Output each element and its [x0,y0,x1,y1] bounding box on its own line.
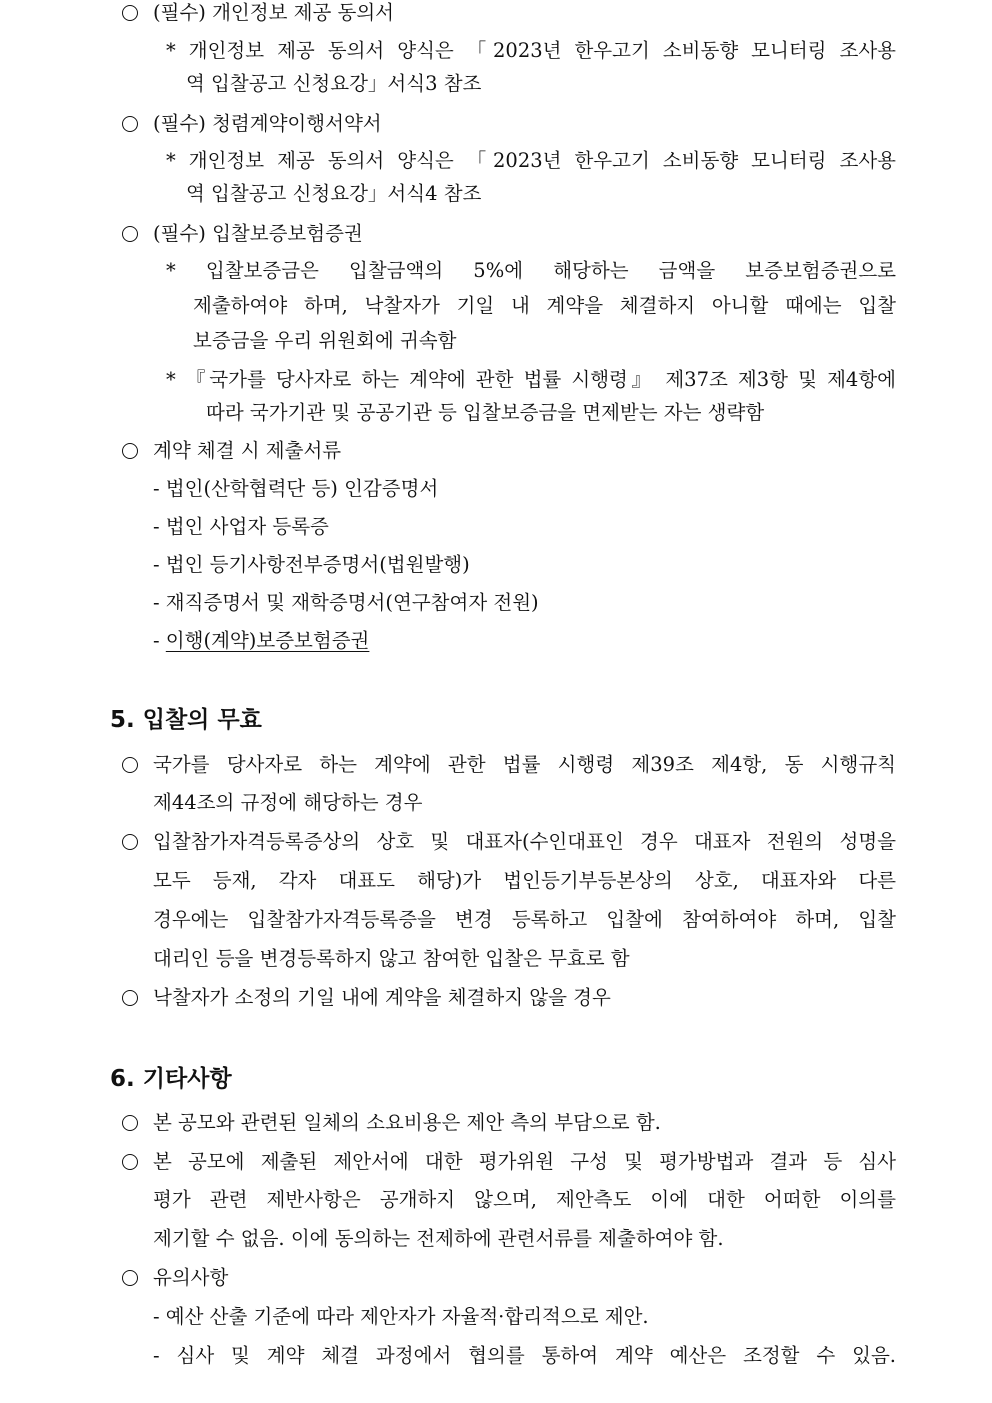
circle-bullet-icon [122,1115,138,1131]
others-item3-heading: 유의사항 [153,1266,229,1289]
note-privacy-form-line1: * 개인정보 제공 동의서 양식은 「2023년 한우고기 소비동향 모니터링 조사용 [166,39,896,62]
required-item-integrity-pledge: (필수) 청렴계약이행서약서 [153,112,382,135]
note-bid-bond-line2: 제출하여야 하며, 낙찰자가 기일 내 계약을 체결하지 아니할 때에는 입찰 [193,294,896,317]
circle-bullet-icon [122,990,138,1006]
contract-doc-employment-certificate: - 재직증명서 및 재학증명서(연구참여자 전원) [153,591,539,614]
required-item-bid-bond: (필수) 입찰보증보험증권 [153,222,363,245]
note-privacy-form-line2: 역 입찰공고 신청요강」서식3 참조 [186,72,482,95]
circle-bullet-icon [122,5,138,21]
notice-budget-adjustment: - 심사 및 계약 체결 과정에서 협의를 통하여 계약 예산은 조정할 수 있음. [153,1344,896,1367]
circle-bullet-icon [122,834,138,850]
circle-bullet-icon [122,757,138,773]
section-6-title: 6. 기타사항 [110,1066,232,1092]
note-bid-bond-exempt-line2: 따라 국가기관 및 공공기관 등 입찰보증금을 면제받는 자는 생략함 [206,401,765,424]
invalid-item2-line1: 입찰참가자격등록증상의 상호 및 대표자(수인대표인 경우 대표자 전원의 성명을 [153,830,896,853]
invalid-item2-line4: 대리인 등을 변경등록하지 않고 참여한 입찰은 무효로 함 [153,947,630,970]
note-pledge-form-line2: 역 입찰공고 신청요강」서식4 참조 [186,182,482,205]
circle-bullet-icon [122,1270,138,1286]
performance-bond-text: 이행(계약)보증보험증권 [165,629,370,652]
others-item2-line3: 제기할 수 없음. 이에 동의하는 전제하에 관련서류를 제출하여야 함. [153,1227,724,1250]
others-item1: 본 공모와 관련된 일체의 소요비용은 제안 측의 부담으로 함. [153,1111,661,1134]
invalid-item2-line3: 경우에는 입찰참가자격등록증을 변경 등록하고 입찰에 참여하여야 하며, 입찰 [153,908,896,931]
contract-doc-business-registration: - 법인 사업자 등록증 [153,515,329,538]
invalid-item3: 낙찰자가 소정의 기일 내에 계약을 체결하지 않을 경우 [153,986,611,1009]
required-item-privacy-consent: (필수) 개인정보 제공 동의서 [153,1,395,24]
invalid-item1-line1: 국가를 당사자로 하는 계약에 관한 법률 시행령 제39조 제4항, 동 시행규칙 [153,753,896,776]
circle-bullet-icon [122,443,138,459]
circle-bullet-icon [122,116,138,132]
contract-doc-seal-certificate: - 법인(산학협력단 등) 인감증명서 [153,477,439,500]
note-pledge-form-line1: * 개인정보 제공 동의서 양식은 「2023년 한우고기 소비동향 모니터링 조사용 [166,149,896,172]
invalid-item2-line2: 모두 등재, 각자 대표도 해당)가 법인등기부등본상의 상호, 대표자와 다른 [153,869,896,892]
contract-doc-performance-bond [153,627,369,655]
circle-bullet-icon [122,1154,138,1170]
circle-bullet-icon [122,226,138,242]
others-item2-line2: 평가 관련 제반사항은 공개하지 않으며, 제안측도 이에 대한 어떠한 이의를 [153,1188,896,1211]
contract-docs-heading: 계약 체결 시 제출서류 [153,439,342,462]
contract-doc-corporate-registry: - 법인 등기사항전부증명서(법원발행) [153,553,470,576]
notice-budget-proposal: - 예산 산출 기준에 따라 제안자가 자율적·합리적으로 제안. [153,1305,649,1328]
note-bid-bond-line1: * 입찰보증금은 입찰금액의 5%에 해당하는 금액을 보증보험증권으로 [166,259,896,282]
section-5-title: 5. 입찰의 무효 [110,707,262,733]
invalid-item1-line2: 제44조의 규정에 해당하는 경우 [153,791,423,814]
others-item2-line1: 본 공모에 제출된 제안서에 대한 평가위원 구성 및 평가방법과 결과 등 심사 [153,1150,896,1173]
note-bid-bond-exempt-line1: * 『국가를 당사자로 하는 계약에 관한 법률 시행령』 제37조 제3항 및 제4항에 [166,368,896,391]
dash-prefix: - [153,629,166,652]
note-bid-bond-line3: 보증금을 우리 위원회에 귀속함 [193,329,457,352]
